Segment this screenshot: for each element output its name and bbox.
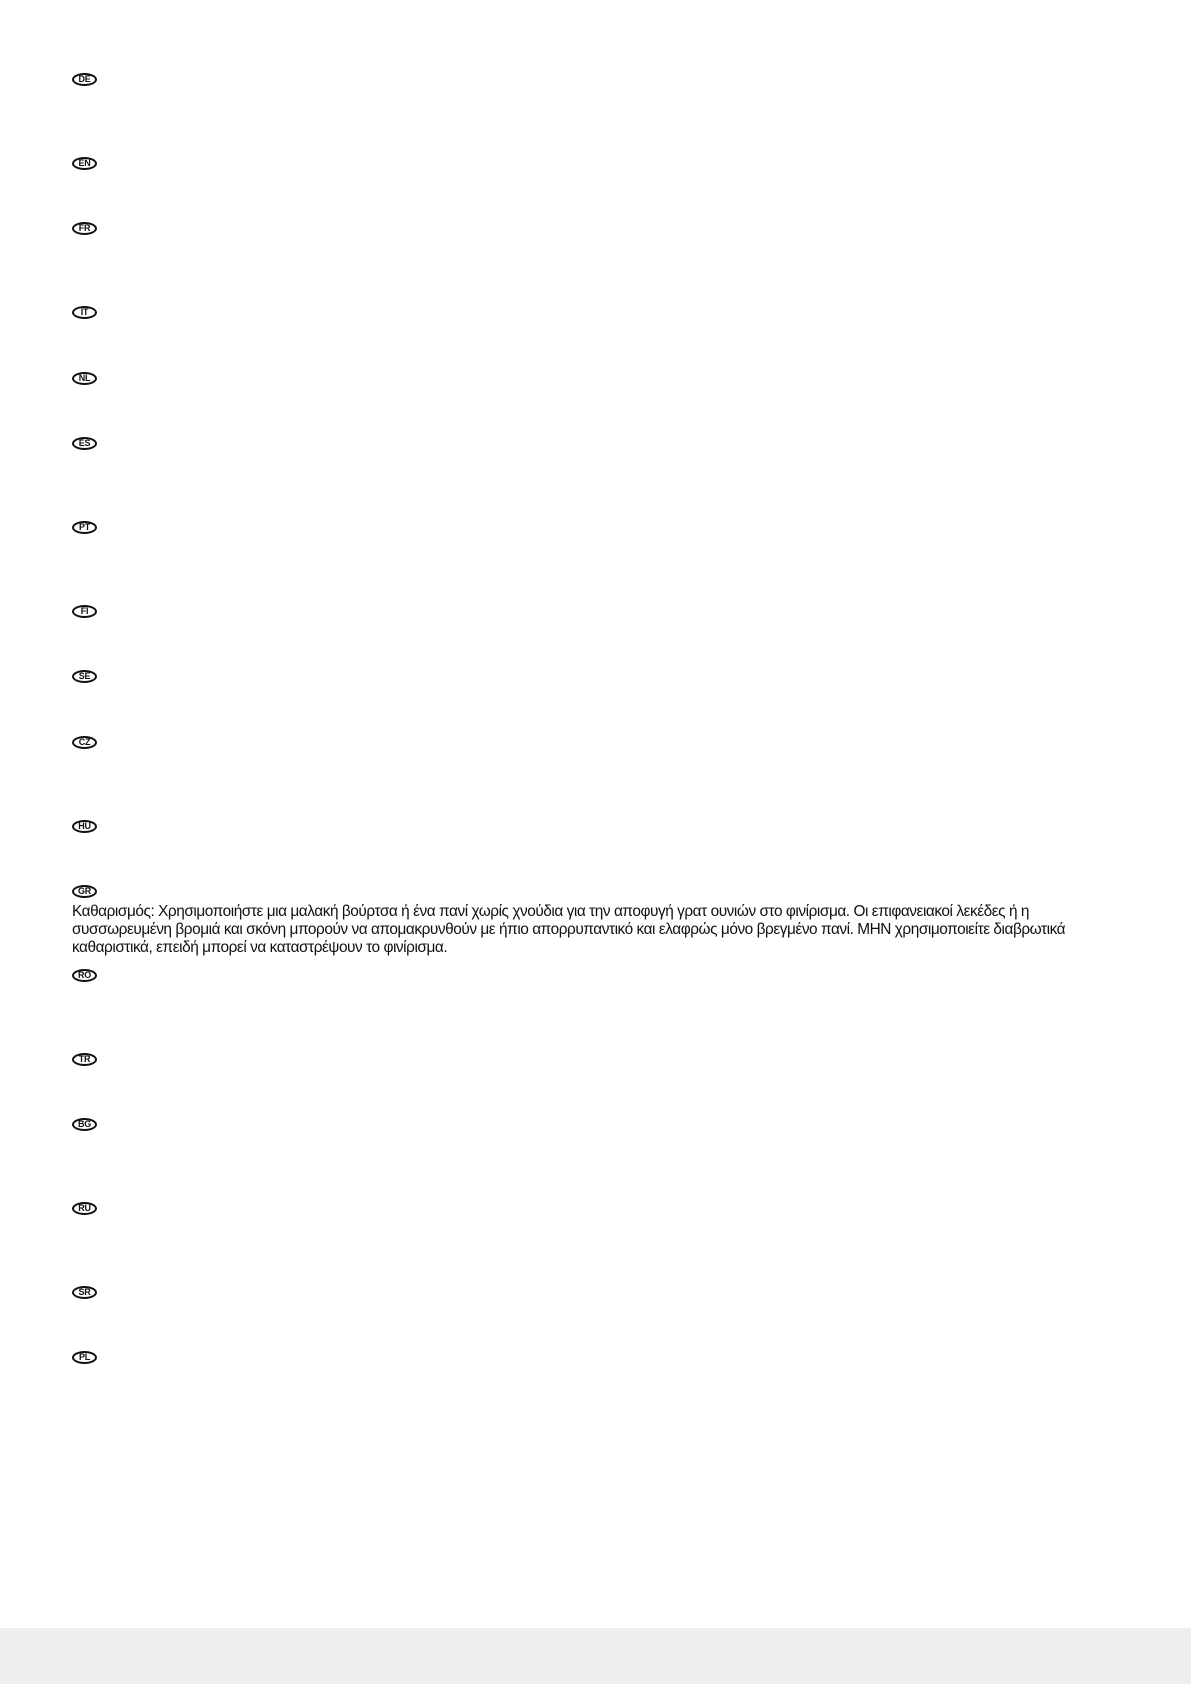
language-badge-se: SE xyxy=(72,670,97,683)
language-badge-ru: RU xyxy=(72,1202,97,1215)
gr-cleaning-text: Καθαρισμός: Χρησιμοποιήστε μια μαλακή βούρτσα ή ένα πανί χωρίς χνούδια για την αποφυγή γρατ ουνιών στο φινίρισμα. Οι επιφανειακοί λεκέδες ή η συσσωρευμένη βρομιά και σκόνη μπορούν να απομακρυνθούν με ήπιο απορρυπαντικό και ελαφρώς μόνο βρεγμένο πανί. ΜΗΝ χρησιμοποιείτε διαβρωτικά καθαριστικά, επειδή μπορεί να καταστρέψουν το φινίρισμα. xyxy=(72,903,1066,956)
language-badge-ro: RO xyxy=(72,969,97,982)
language-badge-cz: CZ xyxy=(72,736,97,749)
language-badge-fi: FI xyxy=(72,605,97,618)
language-badge-it: IT xyxy=(72,306,97,319)
language-badge-gr: GR xyxy=(72,885,97,898)
language-badge-pt: PT xyxy=(72,521,97,534)
language-badge-en: EN xyxy=(72,157,97,170)
page-footer-band xyxy=(0,1628,1191,1684)
language-badge-nl: NL xyxy=(72,372,97,385)
language-badge-pl: PL xyxy=(72,1351,97,1364)
language-badge-hu: HU xyxy=(72,820,97,833)
language-badge-sr: SR xyxy=(72,1286,97,1299)
language-badge-es: ES xyxy=(72,437,97,450)
language-badge-de: DE xyxy=(72,73,97,86)
language-badge-tr: TR xyxy=(72,1053,97,1066)
language-badge-bg: BG xyxy=(72,1118,97,1131)
language-badge-fr: FR xyxy=(72,222,97,235)
